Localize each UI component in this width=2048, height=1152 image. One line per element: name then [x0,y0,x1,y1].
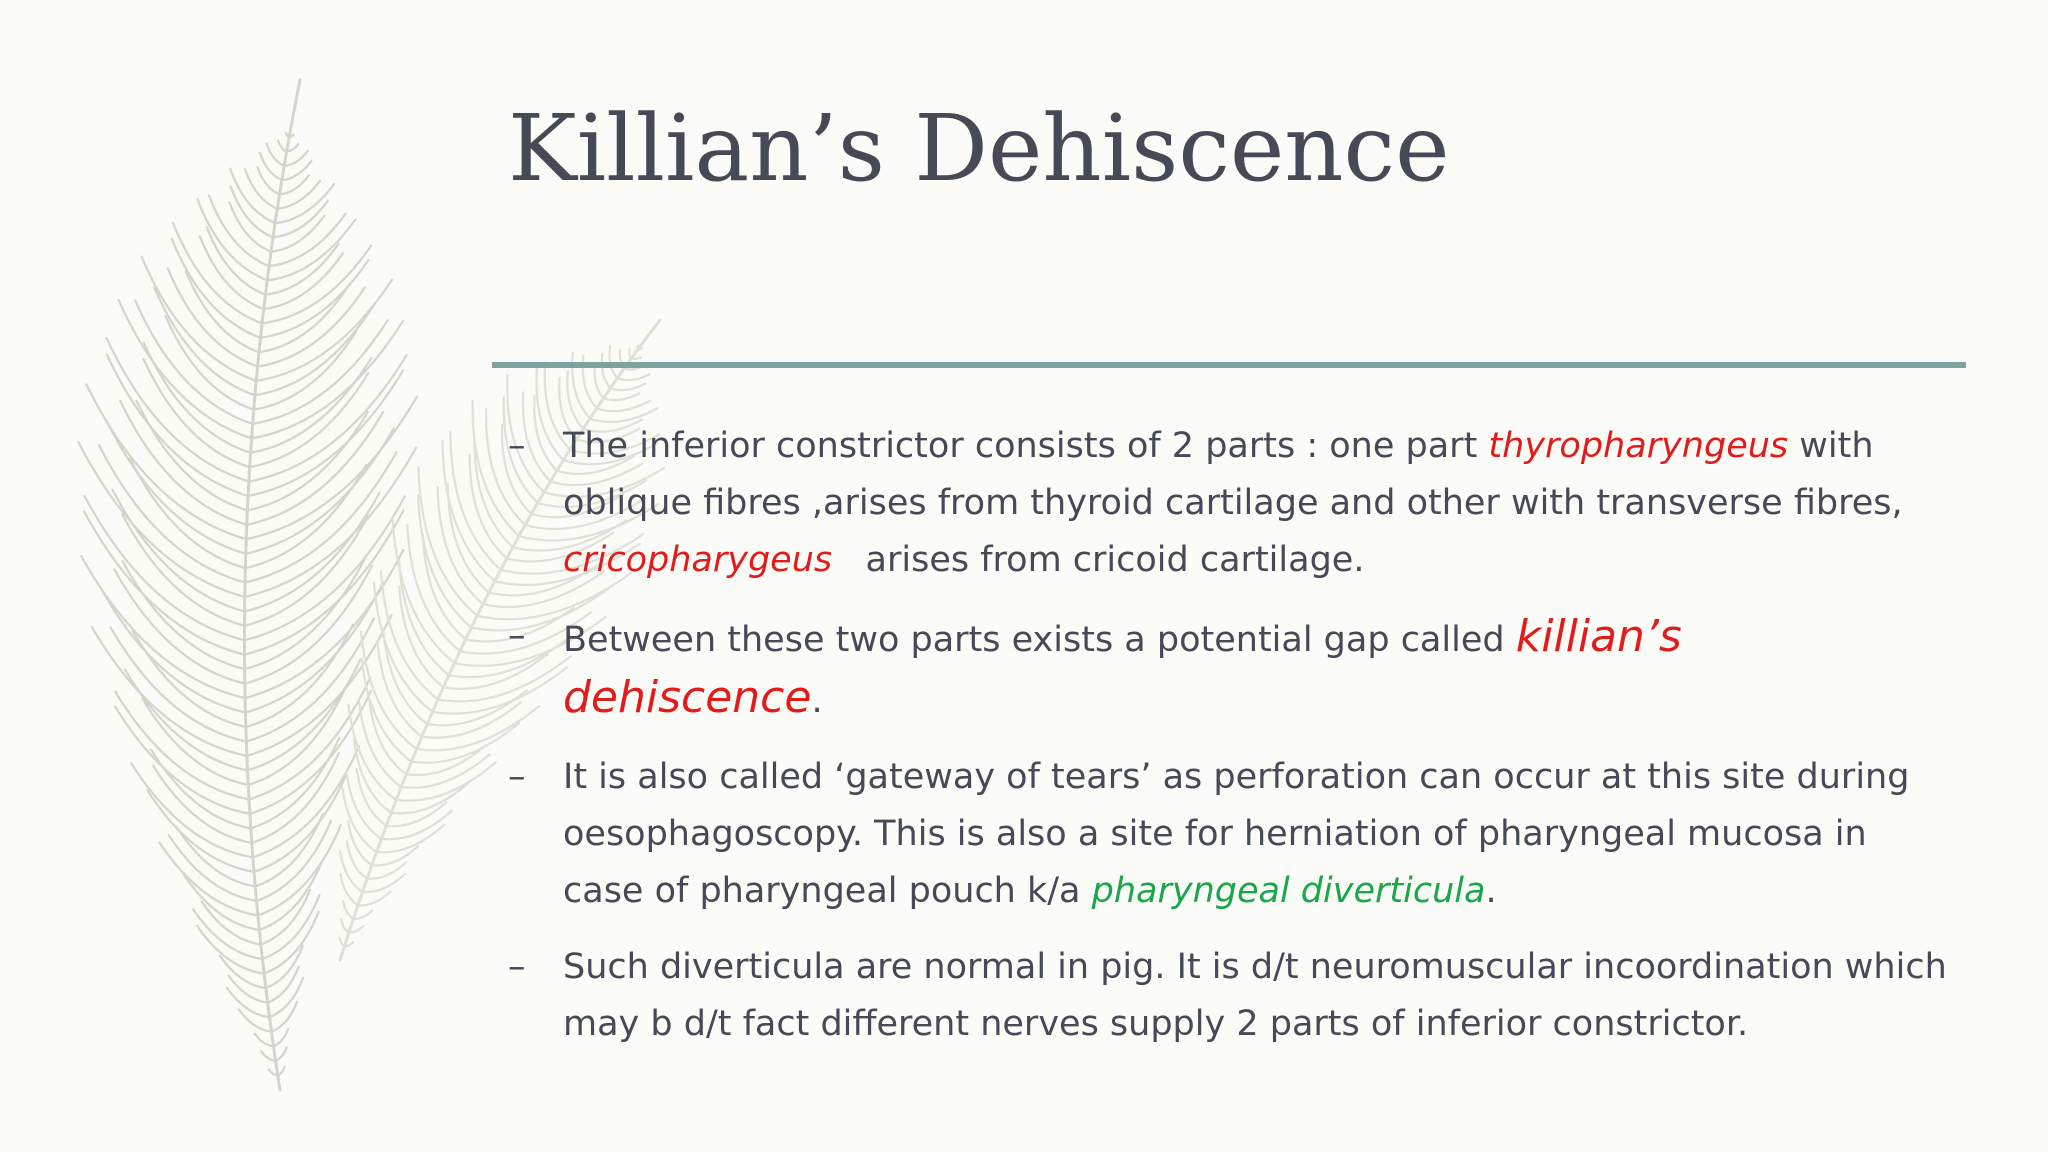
term-cricopharygeus: cricopharygeus [563,540,833,580]
bullet-text: arises from cricoid cartilage. [832,540,1365,580]
bullet-item-2 [508,608,1948,730]
bullet-marker: – [508,757,526,797]
bullet-text: Such diverticula are normal in pig. It is d/t neuromuscular incoordination which may b d/t fact different nerves supply 2 parts of inferior constrictor. [563,947,1947,1044]
term-thyropharyngeus: thyropharyngeus [1488,426,1789,466]
bullet-item-3 [508,749,1948,920]
term-pharyngeal-diverticula: pharyngeal diverticula [1091,871,1486,911]
slide-title: Killian’s Dehiscence [508,95,1450,202]
bullet-text: Between these two parts exists a potential gap called [563,620,1516,660]
term-killians-dehiscence: killian’s dehiscence [563,611,1682,723]
bullet-text: The inferior constrictor consists of 2 parts : one part [563,426,1489,466]
bullet-text: It is also called ‘gateway of tears’ as perforation can occur at this site during oesophagoscopy. This is also a site for herniation of pharyngeal mucosa in case of pharyngeal pouch k/a [563,757,1910,911]
bullet-item-4 [508,939,1948,1053]
bullet-text: with oblique fibres ,arises from thyroid cartilage and other with transverse fibres, [563,426,1903,523]
bullet-item-1 [508,418,1948,589]
title-divider [492,362,1966,368]
bullet-marker: – [508,426,526,466]
bullet-marker: – [508,947,526,987]
bullet-text: . [1485,871,1497,911]
bullet-list [508,418,1948,1072]
bullet-marker: – [508,616,526,656]
bullet-text: . [811,681,823,721]
